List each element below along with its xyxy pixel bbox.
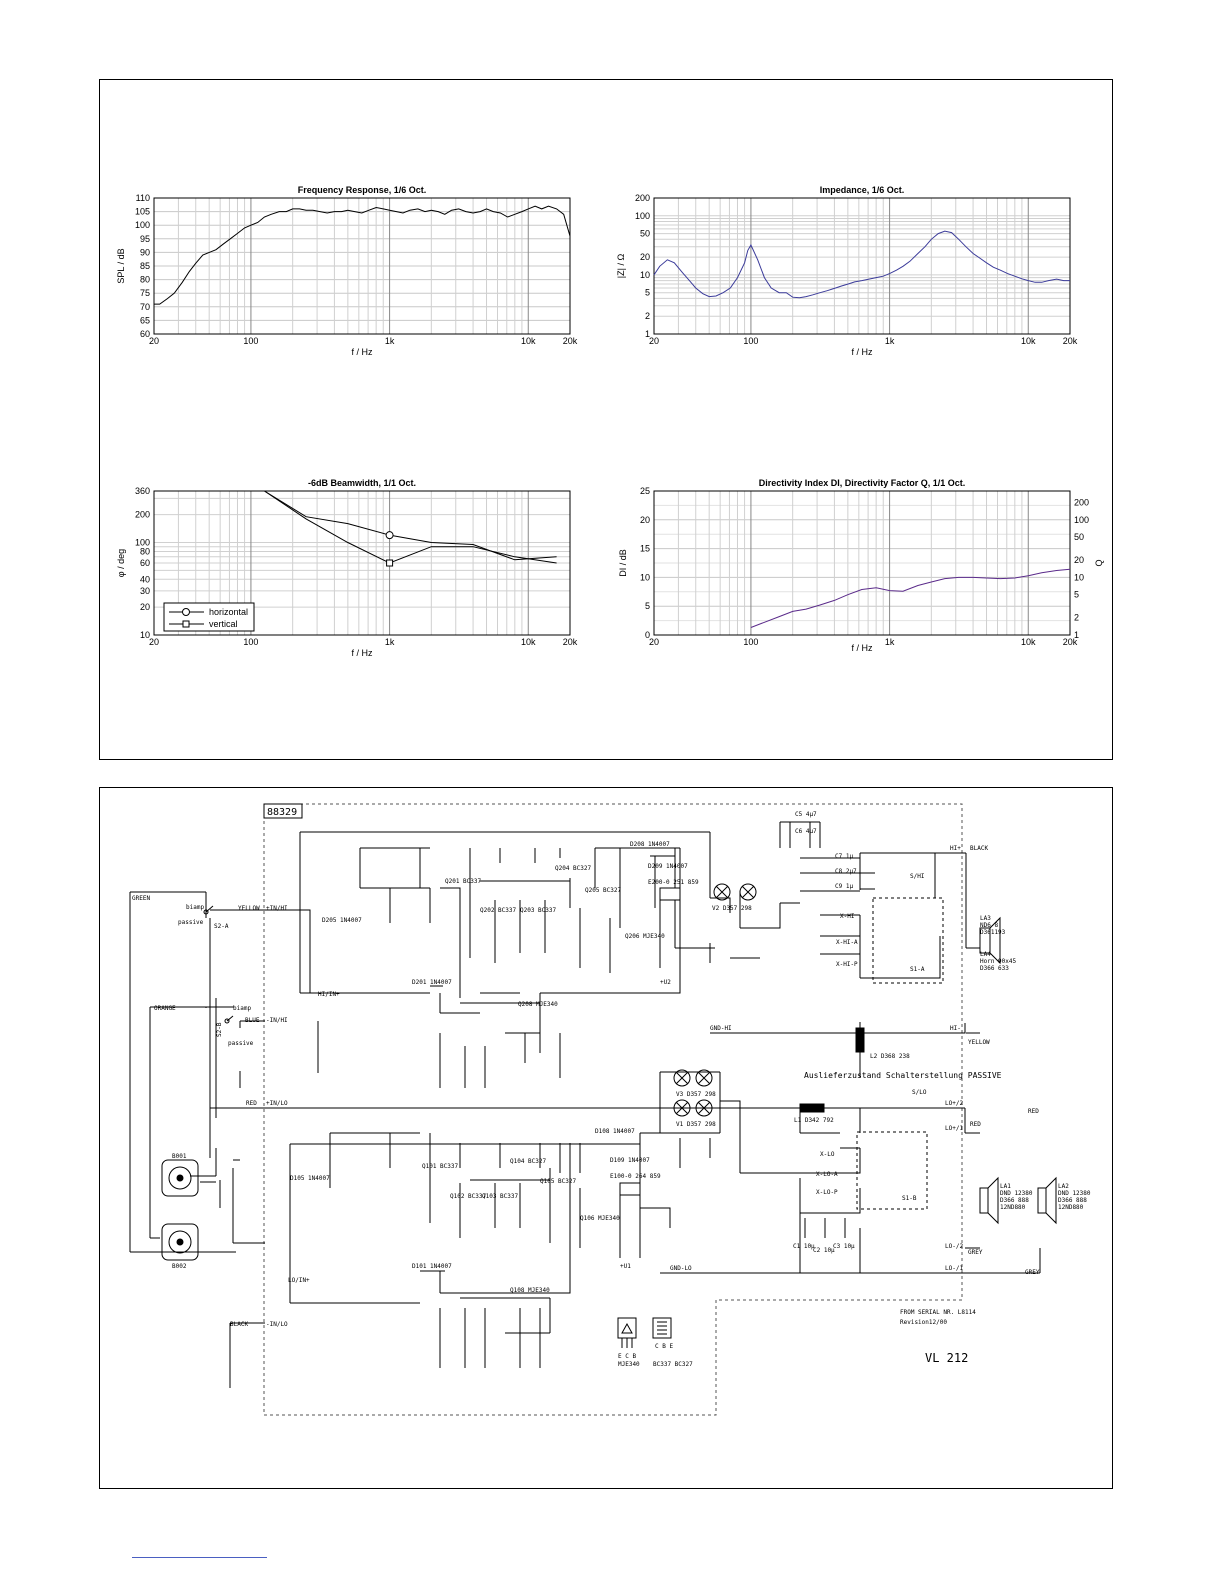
freq-xtick: 100 (243, 336, 259, 346)
beam-ytick: 360 (134, 486, 150, 496)
beam-xtick: 100 (243, 637, 259, 647)
di-xtick: 1k (884, 637, 895, 647)
package-bc337 (653, 1318, 671, 1338)
delivery-note: Auslieferzustand Schalterstellung PASSIVE (804, 1071, 1002, 1080)
transistor-q201: Q201 BC337 (445, 878, 482, 885)
q-ytick: 2 (1074, 612, 1080, 623)
capacitor-c2: C2 10µ (813, 1247, 835, 1254)
switch-box-s1b (857, 1132, 927, 1209)
freq-ytick: 70 (139, 301, 150, 312)
net-lo-minus1: LO-/1 (945, 1265, 964, 1272)
driver-lo-1 (980, 1178, 998, 1223)
imp-ytick: 200 (634, 193, 650, 203)
beam-y-axis-label: φ / deg (116, 548, 126, 578)
di-ytick: 15 (639, 543, 650, 554)
wire-label-blue: BLUE (245, 1017, 260, 1024)
diode-d109: D109 1N4007 (610, 1157, 650, 1164)
inductor-label-l1: L1 D342 792 (794, 1117, 834, 1124)
freq-ytick: 60 (139, 329, 150, 339)
imp-xtick: 1k (884, 336, 895, 346)
package-pins-mje: E C B (618, 1353, 637, 1360)
freq-y-axis-label: SPL / dB (116, 248, 126, 284)
beam-ytick: 100 (134, 537, 150, 548)
imp-xtick: 100 (743, 336, 759, 346)
imp-ytick: 100 (634, 210, 650, 221)
wire-label-black: BLACK (230, 1321, 249, 1328)
imp-ytick: 1 (644, 329, 650, 339)
beam-xtick: 10k (520, 637, 536, 647)
relay-e100 (620, 1183, 640, 1258)
switch-box-s1a (873, 898, 943, 983)
freq-chart-title: Frequency Response, 1/6 Oct. (297, 185, 427, 195)
legend-marker-horizontal (183, 609, 190, 616)
beam-marker-vertical (387, 560, 393, 566)
net-x-lo-a: X-LO-A (816, 1171, 838, 1178)
switch-label-s1b: S1-B (902, 1195, 917, 1202)
diode-d205: D205 1N4007 (322, 917, 362, 924)
imp-ytick: 10 (639, 269, 650, 280)
di-ytick: 10 (639, 572, 650, 583)
freq-ytick: 65 (139, 315, 150, 326)
di-xtick: 20 (648, 637, 660, 647)
switch-label-s2b: S2-B (216, 1022, 223, 1037)
imp-chart-title: Impedance, 1/6 Oct. (819, 185, 905, 195)
beam-ytick: 30 (139, 585, 150, 596)
wire-label-red: RED (246, 1100, 257, 1107)
wire-label-yellow: YELLOW (238, 905, 260, 912)
driver-la4-detail: Horn 90x45 (980, 958, 1017, 965)
di-xtick: 100 (743, 637, 759, 647)
q-ytick: 50 (1074, 532, 1085, 543)
net-in-lo-p: +IN/LO (266, 1100, 288, 1107)
jack-label-b002: B002 (172, 1263, 187, 1270)
beam-xtick: 20 (148, 637, 160, 647)
lamp-label-v3: V3 D357 298 (676, 1091, 716, 1098)
imp-ytick: 50 (639, 228, 650, 239)
inductor-l1 (800, 1104, 824, 1112)
di-ytick: 25 (639, 486, 650, 496)
beam-x-axis-label: f / Hz (351, 648, 373, 658)
legend-label-vertical: vertical (209, 619, 238, 629)
capacitor-bank-lo (800, 1213, 845, 1238)
capacitor-c3: C3 10µ (833, 1243, 855, 1250)
beam-chart-title: -6dB Beamwidth, 1/1 Oct. (307, 478, 417, 488)
transistor-q105: Q105 BC327 (540, 1178, 577, 1185)
q-ytick: 20 (1074, 555, 1085, 566)
di-xtick: 10k (1020, 637, 1036, 647)
imp-ytick: 20 (639, 252, 650, 263)
freq-ytick: 75 (139, 288, 150, 299)
imp-xtick: 20k (1062, 336, 1078, 346)
beam-xtick: 1k (384, 637, 395, 647)
wire-label-green-top: GREEN (132, 895, 151, 902)
driver-la3-detail: ND6-8 (980, 922, 999, 929)
package-pins-bc: C B E (655, 1343, 674, 1350)
beam-ytick: 20 (139, 602, 150, 613)
net-lo-in: LO/IN+ (288, 1277, 310, 1284)
switch-s2a-biamp: biamp (186, 904, 205, 911)
legend-marker-vertical (183, 621, 189, 627)
net-x-hi-a: X-HI-A (836, 939, 858, 946)
beam-line-vertical (264, 491, 556, 563)
di-chart-title: Directivity Index DI, Directivity Factor Q, 1/1 Oct. (758, 478, 966, 488)
q-ytick: 1 (1074, 630, 1080, 640)
diode-d101: D101 1N4007 (412, 1263, 452, 1270)
beam-ytick: 200 (134, 509, 150, 520)
measurement-charts-panel (99, 79, 1113, 760)
diode-d105: D105 1N4007 (290, 1175, 330, 1182)
beam-xtick: 20k (562, 637, 578, 647)
transistor-q103: Q103 BC337 (482, 1193, 519, 1200)
circuit-schematic-panel (99, 787, 1113, 1489)
q-ytick: 100 (1074, 514, 1090, 525)
jack-b001 (162, 1160, 198, 1196)
diode-d201: D201 1N4007 (412, 979, 452, 986)
beam-ytick: 80 (139, 546, 150, 557)
transistor-q202: Q202 BC337 (480, 907, 517, 914)
freq-ytick: 105 (134, 206, 150, 217)
transistor-q101: Q101 BC337 (422, 1163, 459, 1170)
di-ytick: 20 (639, 514, 650, 525)
switch-label-s2a: S2-A (214, 923, 229, 930)
transistor-q203: Q203 BC337 (520, 907, 557, 914)
capacitor-c1: C1 10µ (793, 1243, 815, 1250)
driver-la1-detail: DND 12380 (1000, 1190, 1033, 1197)
jack-b002 (162, 1224, 198, 1260)
wire-label-red-lo2: RED (970, 1121, 981, 1128)
net-s-hi: S/HI (910, 873, 925, 880)
beam-ytick: 10 (139, 630, 150, 640)
beam-ytick: 60 (139, 558, 150, 568)
schematic-canvas (100, 788, 1112, 1488)
package-label-bc: BC337 BC327 (653, 1361, 693, 1368)
board-outline (264, 804, 962, 1415)
driver-lo-2 (1038, 1178, 1056, 1223)
model-label: VL 212 (925, 1351, 969, 1365)
driver-la3: LA3 (980, 915, 991, 922)
net-u-lo: +U1 (620, 1263, 631, 1270)
imp-y-axis-label: |Z| / Ω (616, 253, 626, 279)
wire-label-grey-2: GREY (1025, 1269, 1040, 1276)
freq-xtick: 20k (562, 336, 578, 346)
net-u-hi: +U2 (660, 979, 671, 986)
imp-ytick: 2 (644, 311, 650, 322)
driver-la1: LA1 (1000, 1183, 1011, 1190)
capacitor-c6: C6 4µ7 (795, 828, 817, 835)
jack-label-b001: B001 (172, 1153, 187, 1160)
wire-label-black-hi: BLACK (970, 845, 989, 852)
q-ytick: 10 (1074, 572, 1085, 583)
transistor-q104: Q104 BC327 (510, 1158, 547, 1165)
package-mje340 (618, 1318, 636, 1348)
relay-label-e100: E100-0 264 859 (610, 1173, 661, 1180)
capacitor-c7: C7 1µ (835, 853, 854, 860)
transistor-q108: Q108 MJE340 (510, 1287, 550, 1294)
freq-xtick: 10k (520, 336, 536, 346)
diode-d209: D209 1N4007 (648, 863, 688, 870)
di-ytick: 0 (644, 630, 650, 640)
inductor-l2 (856, 1028, 864, 1052)
transistor-q106: Q106 MJE340 (580, 1215, 620, 1222)
imp-xtick: 10k (1020, 336, 1036, 346)
transistor-q204: Q204 BC327 (555, 865, 592, 872)
net-x-hi-p: X-HI-P (836, 961, 858, 968)
wire-label-orange: ORANGE (154, 1005, 176, 1012)
freq-ytick: 85 (139, 261, 150, 271)
driver-la1-code2: 12ND880 (1000, 1204, 1026, 1211)
serial-note: FROM SERIAL NR. L8114 (900, 1309, 976, 1316)
driver-la2: LA2 (1058, 1183, 1069, 1190)
beam-marker-horizontal (386, 532, 393, 539)
package-label-mje: MJE340 (618, 1361, 640, 1368)
freq-ytick: 95 (139, 233, 150, 244)
net-gnd-lo: GND-LO (670, 1265, 692, 1272)
diode-d108: D108 1N4007 (595, 1128, 635, 1135)
project-code: 88329 (267, 807, 298, 818)
wire-label-yellow-hi: YELLOW (968, 1039, 990, 1046)
net-lo-plus1: LO+/1 (945, 1125, 964, 1132)
switch-s2b-biamp: biamp (233, 1005, 252, 1012)
di-ytick: 5 (644, 601, 650, 612)
capacitor-c8: C8 2µ7 (835, 868, 857, 875)
driver-la2-detail: DND 12380 (1058, 1190, 1091, 1197)
relay-e200 (660, 888, 680, 968)
net-lo-minus2: LO-/2 (945, 1243, 964, 1250)
freq-ytick: 80 (139, 274, 150, 285)
imp-x-axis-label: f / Hz (851, 347, 873, 357)
hi-amplifier-section (300, 822, 980, 1088)
wire-label-red-lo: RED (1028, 1108, 1039, 1115)
driver-la3-code: D361193 (980, 929, 1006, 936)
revision-note: Revision12/00 (900, 1319, 947, 1326)
net-s-lo: S/LO (912, 1089, 927, 1096)
di-x-axis-label: f / Hz (851, 643, 873, 653)
freq-xtick: 1k (384, 336, 395, 346)
net-in-lo-n: -IN/LO (266, 1321, 288, 1328)
net-x-lo: X-LO (820, 1151, 835, 1158)
beam-ytick: 40 (139, 574, 150, 585)
legend-label-horizontal: horizontal (209, 607, 249, 617)
net-hi-minus: HI- (950, 1025, 961, 1032)
di-y-axis-label: DI / dB (618, 549, 628, 577)
net-gnd-hi: GND-HI (710, 1025, 732, 1032)
driver-la2-code: D366 888 (1058, 1197, 1087, 1204)
net-lo-plus2: LO+/2 (945, 1100, 964, 1107)
driver-la1-code: D366 888 (1000, 1197, 1029, 1204)
imp-ytick: 5 (644, 287, 650, 298)
net-hi-plus: HI+ (950, 845, 961, 852)
driver-la4: LA4 (980, 951, 991, 958)
q-ytick: 5 (1074, 589, 1080, 600)
transistor-q208: Q208 MJE340 (518, 1001, 558, 1008)
net-in-hi-n: -IN/HI (266, 1017, 288, 1024)
net-hi-in: HI/IN+ (318, 991, 340, 998)
net-x-lo-p: X-LO-P (816, 1189, 838, 1196)
q-y-axis-label: Q (1094, 559, 1104, 567)
wire-label-grey-1: GREY (968, 1249, 983, 1256)
freq-ytick: 110 (135, 193, 150, 203)
capacitor-c5: C5 4µ7 (795, 811, 817, 818)
switch-label-s1a: S1-A (910, 966, 925, 973)
driver-la4-code: D366 633 (980, 965, 1009, 972)
transistor-q206: Q206 MJE340 (625, 933, 665, 940)
transistor-q102: Q102 BC337 (450, 1193, 487, 1200)
imp-xtick: 20 (648, 336, 660, 346)
di-xtick: 20k (1062, 637, 1078, 647)
freq-ytick: 100 (134, 220, 150, 231)
driver-la2-code2: 12ND880 (1058, 1204, 1084, 1211)
lamp-label-v2: V2 D357 298 (712, 905, 752, 912)
charts-canvas (100, 80, 1112, 759)
switch-s2a-passive: passive (178, 919, 204, 926)
net-x-hi: X-HI (840, 913, 855, 920)
freq-x-axis-label: f / Hz (351, 347, 373, 357)
transistor-q205: Q205 BC327 (585, 887, 622, 894)
diode-d208: D208 1N4007 (630, 841, 670, 848)
q-ytick: 200 (1074, 497, 1090, 508)
capacitor-c9: C9 1µ (835, 883, 854, 890)
beam-line-horizontal (264, 491, 556, 560)
inductor-label-l2: L2 D368 238 (870, 1053, 910, 1060)
freq-xtick: 20 (148, 336, 160, 346)
freq-ytick: 90 (139, 247, 150, 258)
freq-response-line (154, 206, 570, 304)
switch-s2b (225, 1016, 233, 1023)
lamp-label-v1: V1 D357 298 (676, 1121, 716, 1128)
footer-link-underline (132, 1557, 267, 1558)
relay-label-e200: E200-0 251 859 (648, 879, 699, 886)
switch-s2b-passive: passive (228, 1040, 254, 1047)
net-in-hi-p: +IN/HI (266, 905, 288, 912)
